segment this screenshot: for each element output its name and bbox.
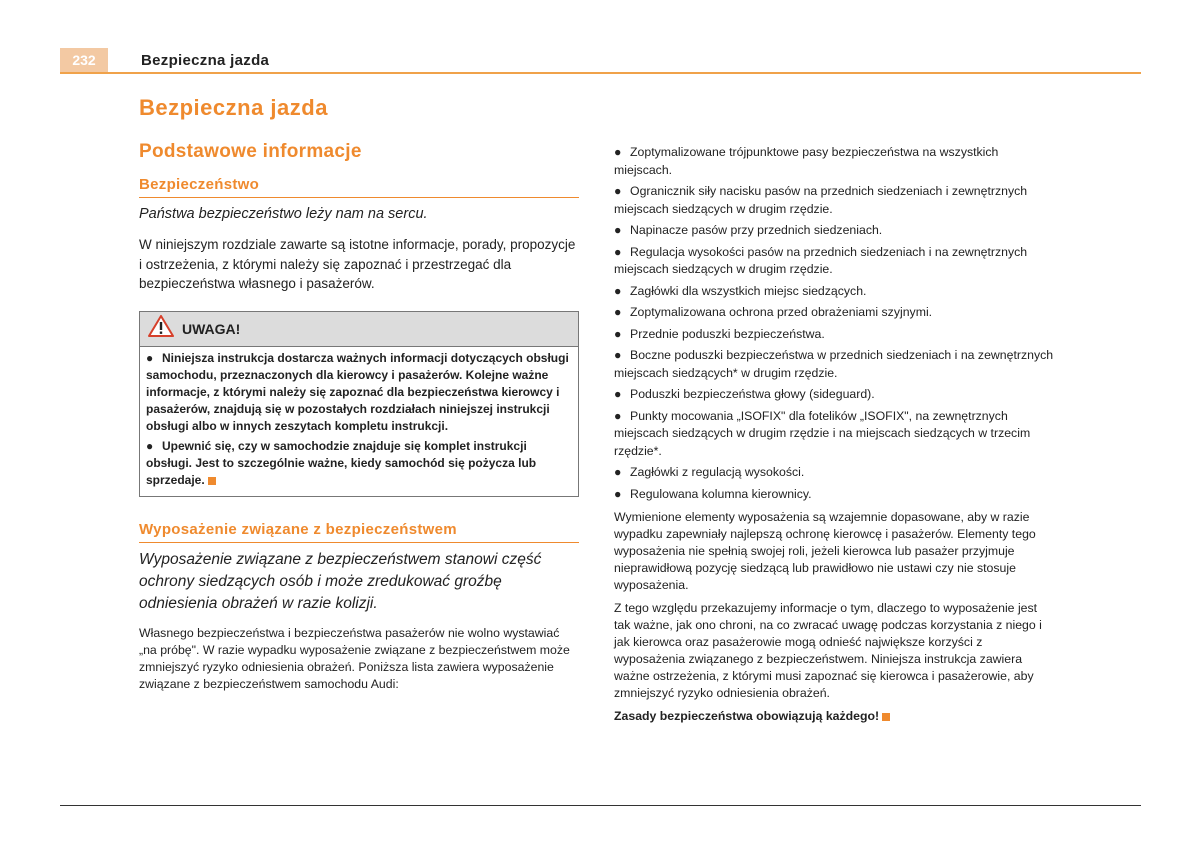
list-item-text: Poduszki bezpieczeństwa głowy (sideguard). [630,387,875,401]
bullet-icon: ● [614,348,622,362]
list-item-text: Zagłówki dla wszystkich miejsc siedzących. [630,283,867,298]
bullet-icon: ● [614,326,622,341]
bullet-icon: ● [614,465,622,479]
bullet-icon: ● [614,283,622,298]
list-item-text: Przednie poduszki bezpieczeństwa. [630,326,825,341]
paragraph-importance: Z tego względu przekazujemy informacje o tym, dlaczego to wyposażenie jest tak ważne, jak ono chroni, na co zwracać uwagę podczas korzystania z niego i jak kierowca oraz pasażerowie mogą odnieść największe korzyści z wyposażenia związanego z bezpieczeństwem. Niniejsza instrukcja zawiera ważne ostrzeżenia, z którymi musi zapoznać się kierowca i pasażerowie, aby zmniejszyć ryzyko odniesienia obrażeń. [614,601,1042,700]
list-item-text: Napinacze pasów przy przednich siedzeniach. [630,223,883,237]
list-item [614,326,1054,344]
list-item-text: Zoptymalizowana ochrona przed obrażeniami szyjnymi. [630,305,933,319]
warning-box [139,311,579,498]
footer-divider [60,805,1141,806]
end-square-icon [882,713,890,721]
list-item [614,283,1054,301]
bullet-icon: ● [146,438,154,453]
left-column [139,92,579,693]
closing-text: Zasady bezpieczeństwa obowiązują każdego! [614,709,880,723]
bullet-icon: ● [614,223,622,237]
bullet-icon: ● [614,184,622,198]
running-title: Bezpieczna jazda [141,52,270,69]
bullet-icon: ● [614,244,622,259]
bullet-icon: ● [146,350,154,365]
warning-item-text: Upewnić się, czy w samochodzie znajduje się komplet instrukcji obsługi. Jest to szczególnie ważne, kiedy samochód się pożycza lub sprzedaje. [146,438,537,487]
warning-item-text: Niniejsza instrukcja dostarcza ważnych informacji dotyczących obsługi samochodu, przeznaczonych dla kierowcy i pasażerów. Kolejne ważne informacje, z którymi należy się zapoznać dla bezpieczeństwa kierowcy i pasażerów, znajdują się w pozostałych rozdziałach niniejszej instrukcji obsługi albo w innych zeszytach kompletu instrukcji. [146,350,569,434]
list-item [614,183,1054,218]
warning-item [146,350,572,436]
list-item-text: Regulacja wysokości pasów na przednich siedzeniach i na zewnętrznych miejscach siedzących w drugim rzędzie. [614,244,1028,276]
paragraph-fitting: Wymienione elementy wyposażenia są wzajemnie dopasowane, aby w razie wypadku zapewniały najlepszą ochronę kierowcę i pasażerów. Elementy tego wyposażenia nie spełnią swojej roli, jeżeli kierowca lub pasażer przyjmuje nieprawidłową pozycję siedzącą lub prawidłowo nie ustawi czy nie stosuje wyposażenia. [614,510,1036,592]
list-item [614,347,1054,382]
bullet-icon: ● [614,305,622,319]
list-item-text: Zoptymalizowane trójpunktowe pasy bezpieczeństwa na wszystkich miejscach. [614,145,999,177]
subsection-title-safety: Bezpieczeństwo [139,174,579,198]
bullet-icon: ● [614,387,622,401]
page-number [60,48,108,72]
list-item-text: Regulowana kolumna kierownicy. [630,486,812,501]
subsection-lead-safety: Państwa bezpieczeństwo leży nam na sercu. [139,206,428,222]
list-item [614,486,1054,504]
list-item-text: Boczne poduszki bezpieczeństwa w przednich siedzeniach i na zewnętrznych miejscach siedzących* w drugim rzędzie. [614,348,1054,380]
safety-equipment-list [614,144,1054,503]
warning-item [146,438,572,490]
right-column [614,144,1054,725]
list-item [614,464,1054,482]
bullet-icon: ● [614,408,622,423]
list-item [614,304,1054,322]
section-title: Podstawowe informacje [139,141,362,162]
warning-triangle-icon [148,315,174,342]
closing-statement [614,708,1054,725]
list-item [614,222,1054,240]
subsection-lead-equipment: Wyposażenie związane z bezpieczeństwem stanowi część ochrony siedzących osób i może zredukować groźbę odniesienia obrażeń w razie kolizji. [139,551,542,613]
warning-label: UWAGA! [182,320,241,337]
bullet-icon: ● [614,486,622,501]
chapter-title: Bezpieczna jazda [139,95,328,120]
list-item-text: Punkty mocowania „ISOFIX" dla fotelików „ISOFIX", na zewnętrznych miejscach siedzących w drugim rzędzie i na miejscach siedzących w trzecim rzędzie*. [614,408,1031,458]
end-square-icon [208,477,216,485]
subsection-body-safety: W niniejszym rozdziale zawarte są istotne informacje, porady, propozycje i ostrzeżenia, z którymi należy się zapoznać i przestrzegać dla bezpieczeństwa własnego i pasażerów. [139,237,576,291]
list-item [614,144,1054,179]
list-item-text: Zagłówki z regulacją wysokości. [630,465,805,479]
warning-body [140,347,578,497]
warning-header [140,312,578,347]
list-item [614,244,1054,279]
page-number-text: 232 [72,52,96,68]
subsection-title-equipment: Wyposażenie związane z bezpieczeństwem [139,519,579,543]
subsection-body-equipment: Własnego bezpieczeństwa i bezpieczeństwa pasażerów nie wolno wystawiać „na próbę". W razie wypadku wyposażenie związane z bezpieczeństwem może zmniejszyć ryzyko odniesienia obrażeń. Poniższa lista zawiera wyposażenie związane z bezpieczeństwem samochodu Audi: [139,626,570,692]
header-divider [60,72,1141,74]
list-item [614,408,1054,461]
list-item-text: Ogranicznik siły nacisku pasów na przednich siedzeniach i zewnętrznych miejscach siedzących w drugim rzędzie. [614,184,1028,216]
bullet-icon: ● [614,145,622,159]
list-item [614,386,1054,404]
